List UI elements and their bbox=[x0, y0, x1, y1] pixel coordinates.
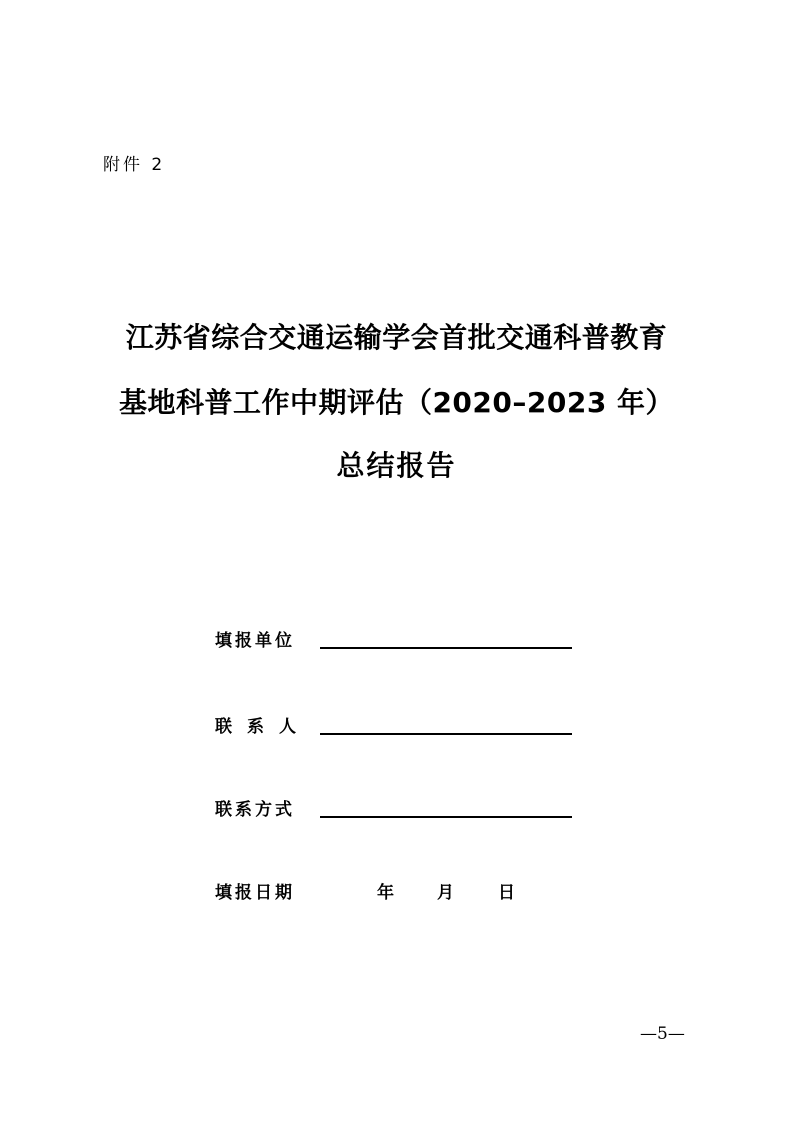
page-number: —5— bbox=[640, 1024, 685, 1044]
contact-method-fill-line[interactable] bbox=[320, 816, 572, 818]
date-day-unit: 日 bbox=[498, 883, 515, 903]
contact-person-fill-line[interactable] bbox=[320, 733, 572, 735]
report-title-line-2: 基地科普工作中期评估（2020–2023 年） bbox=[118, 386, 675, 419]
contact-person-row bbox=[215, 712, 575, 742]
contact-method-label: 联系方式 bbox=[215, 800, 295, 820]
report-title-line-1: 江苏省综合交通运输学会首批交通科普教育 bbox=[125, 321, 668, 354]
contact-person-label: 联系人 bbox=[215, 717, 311, 737]
reporting-unit-label: 填报单位 bbox=[215, 631, 295, 651]
date-year-unit: 年 bbox=[377, 883, 394, 903]
date-month-unit: 月 bbox=[437, 883, 454, 903]
report-title-line-3: 总结报告 bbox=[336, 449, 457, 482]
reporting-date-label: 填报日期 bbox=[215, 883, 295, 903]
reporting-unit-fill-line[interactable] bbox=[320, 647, 572, 649]
attachment-label: 附件 2 bbox=[103, 155, 166, 175]
reporting-unit-row bbox=[215, 626, 575, 656]
contact-method-row bbox=[215, 795, 575, 825]
reporting-date-row bbox=[215, 878, 575, 908]
